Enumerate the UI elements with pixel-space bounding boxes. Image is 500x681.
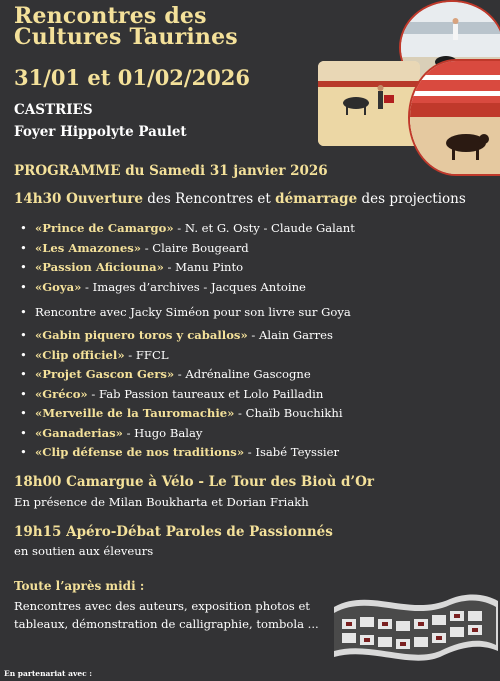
film-credit: - Isabé Teyssier [244,445,340,459]
list-item [20,385,343,405]
list-item [20,443,343,463]
filmstrip-illustration [330,577,500,669]
list-item [20,219,355,239]
list-item [20,278,355,298]
title-line-1: Rencontres des [14,3,207,29]
film-credit: - Manu Pinto [163,260,244,274]
camargue-velo-heading: 18h00 Camargue à Vélo - Le Tour des Bioù d’Or [14,474,374,490]
list-item [20,258,355,278]
list-item [20,404,343,424]
film-title: «Clip défense de nos traditions» [35,445,245,459]
opening-start: démarrage [275,191,358,207]
film-credit: - Alain Garres [247,328,333,342]
opening-line [14,190,466,208]
film-title: «Clip officiel» [35,347,125,362]
film-title: «Merveille de la Tauromachie» [35,406,235,420]
list-item [20,346,343,366]
event-venue: Foyer Hippolyte Paulet [14,124,187,140]
film-credit: - N. et G. Osty - Claude Galant [173,221,355,235]
film-credit: - Fab Passion taureaux et Lolo Pailladin [87,386,324,401]
film-title: «Goya» [35,279,82,294]
film-credit: - Adrénaline Gascogne [174,367,311,381]
film-title: «Projet Gascon Gers» [35,367,175,381]
afternoon-heading: Toute l’après midi : [14,579,145,593]
opening-projections: des projections [357,191,466,207]
film-title: «Les Amazones» [35,240,142,255]
list-item [20,424,343,444]
film-title: «Prince de Camargo» [35,221,174,235]
crowd-photo [408,59,500,176]
programme-heading: PROGRAMME du Samedi 31 janvier 2026 [14,163,328,179]
film-list-1 [20,219,355,297]
event-title [14,3,238,50]
arena-photo [318,61,420,146]
title-line-2: Cultures Taurines [14,24,238,50]
film-credit: - Claire Bougeard [141,240,249,255]
film-credit: - Images d’archives - Jacques Antoine [81,279,306,294]
film-title: «Gabin piquero toros y caballos» [35,328,248,342]
opening-text: des Rencontres et [142,191,276,207]
author-meeting: • Rencontre avec Jacky Siméon pour son livre sur Goya [20,303,351,321]
film-title: «Gréco» [35,386,88,401]
film-title: «Passion Aficiouna» [35,260,164,274]
film-credit: - Chaïb Bouchikhi [234,406,343,420]
camargue-velo-guests: En présence de Milan Boukharta et Dorian Friakh [14,495,309,509]
opening-word: Ouverture [66,191,143,207]
event-dates: 31/01 et 01/02/2026 [14,65,251,90]
film-list-2 [20,326,343,463]
opening-time: 14h30 [14,191,62,207]
partners-label: En partenariat avec : [4,669,93,678]
list-item [20,326,343,346]
event-city: CASTRIES [14,102,93,118]
film-credit: - Hugo Balay [122,425,203,440]
film-credit: - FFCL [124,347,169,362]
film-title: «Ganaderias» [35,425,123,440]
apero-debat-heading: 19h15 Apéro-Débat Paroles de Passionnés [14,524,333,540]
afternoon-activities: Rencontres avec des auteurs, exposition photos et tableaux, démonstration de calligraphie, tombola ... [14,599,319,631]
apero-debat-sub: en soutien aux éleveurs [14,544,154,558]
list-item [20,239,355,259]
list-item [20,365,343,385]
